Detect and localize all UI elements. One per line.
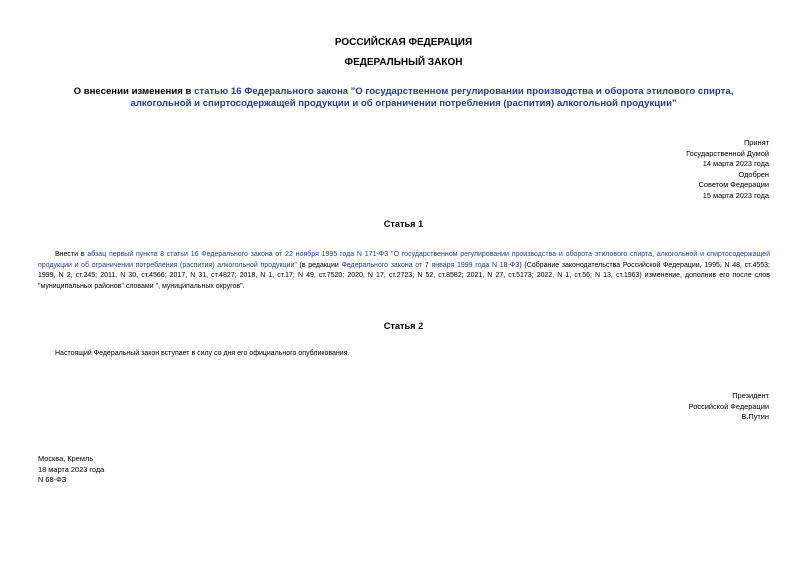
signature-name: В.Путин (741, 412, 769, 422)
adoption-approved: Одобрен (738, 169, 769, 179)
article-1-amendment-link[interactable]: Федерального закона от 7 января 1999 года N 18-ФЗ (341, 261, 520, 269)
article-1-heading: Статья 1 (383, 219, 424, 229)
adoption-council-date: 15 марта 2023 года (702, 190, 769, 200)
article-1-law-link[interactable]: абзац первый пункта 8 статьи 16 Федерального закона от 22 ноября 1995 года N 171-ФЗ "О государственном регулировании производства и оборота этилового спирта, алкогольной и спиртосодержащей продукции и об ограничении потребления (распития) алкогольной продукции" (38, 251, 770, 269)
article-2-heading: Статья 2 (383, 321, 424, 331)
place-date-block (38, 454, 104, 486)
article-2-text: Настоящий Федеральный закон вступает в силу со дня его официального опубликования. (55, 350, 350, 357)
article-1-text-mid: (в редакции (296, 261, 342, 269)
adoption-federation-council: Советом Федерации (698, 180, 769, 190)
signing-date: 18 марта 2023 года (38, 464, 105, 474)
adoption-block (686, 138, 769, 202)
article-1-text-end: ) (Собрание законодательства Российской Федерации, 1995, N 48, ст.4553; 1999, N 2, ст.245; 2011, N 30, ст.4566; 2017, N 31, ст.4827; 2018, N 1, ст.17; N 49, ст.7520; 2020, N 17, ст.2723; N 52, ст.8582; 2021, N 27, ст.5173; 2022, N 1, ст.56; N 13, ст.1963) изменение, дополнив его после слов "муниципальных районов" словами ", муниципальных округов". (38, 261, 771, 290)
signature-title: Президент (732, 391, 769, 400)
signature-country: Российской Федерации (688, 401, 769, 411)
law-title (60, 86, 747, 110)
adoption-duma-date: 14 марта 2023 года (702, 159, 769, 169)
country-heading: РОССИЙСКАЯ ФЕДЕРАЦИЯ (334, 37, 473, 48)
law-number: N 68-ФЗ (38, 475, 67, 485)
adoption-duma: Государственной Думой (686, 148, 769, 158)
adoption-accepted: Принят (743, 138, 769, 147)
article-1-text (38, 250, 770, 292)
document-type-heading: ФЕДЕРАЛЬНЫЙ ЗАКОН (344, 57, 463, 68)
law-title-prefix: О внесении изменения в (73, 86, 195, 97)
place: Москва, Кремль (38, 454, 94, 463)
article-1-text-start: Внести в (55, 251, 88, 258)
law-title-link[interactable]: статью 16 Федерального закона "О государственном регулировании производства и оборота этилового спирта, алкогольной и спиртосодержащей продукции и об ограничении потребления (распития) алкогольной продукции" (130, 86, 734, 109)
signature-block (689, 391, 769, 423)
